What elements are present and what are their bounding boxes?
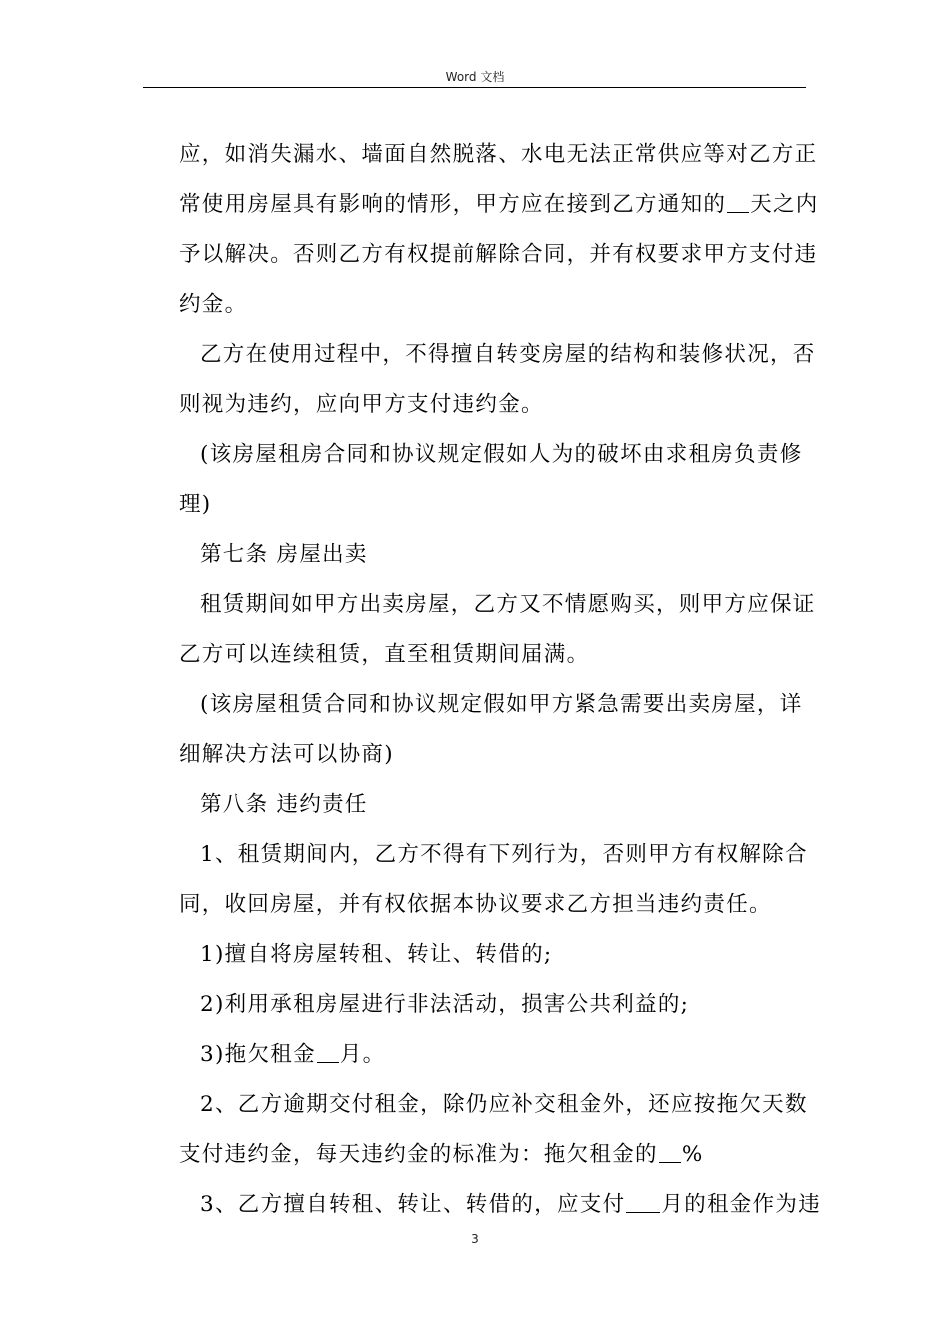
blank-underline <box>317 1042 339 1063</box>
list-item: 1)擅自将房屋转租、转让、转借的; <box>200 942 553 967</box>
paragraph-line: 应，如消失漏水、墙面自然脱落、水电无法正常供应等对乙方正 <box>179 142 818 167</box>
document-body <box>179 130 821 1230</box>
paragraph-line: 予以解决。否则乙方有权提前解除合同，并有权要求甲方支付违 <box>179 242 818 267</box>
paragraph-line: 租赁期间如甲方出卖房屋，乙方又不情愿购买，则甲方应保证 <box>200 592 816 617</box>
paragraph-line: 2、乙方逾期交付租金，除仍应补交租金外，还应按拖欠天数 <box>200 1092 808 1117</box>
header-divider <box>143 87 806 88</box>
paragraph-line: 细解决方法可以协商) <box>179 742 394 767</box>
paragraph-line: 3、乙方擅自转租、转让、转借的，应支付 月的租金作为违 <box>200 1192 821 1217</box>
page-number: 3 <box>471 1232 479 1246</box>
paragraph-line: 乙方可以连续租赁，直至租赁期间届满。 <box>179 642 590 667</box>
blank-underline <box>727 192 749 213</box>
paragraph-line: 理) <box>179 492 212 517</box>
blank-underline <box>626 1192 660 1213</box>
section-heading: 第八条 违约责任 <box>200 792 368 817</box>
paragraph-line: 1、租赁期间内，乙方不得有下列行为，否则甲方有权解除合 <box>200 842 808 867</box>
paragraph-line: (该房屋租房合同和协议规定假如人为的破坏由求租房负责修 <box>200 442 803 467</box>
paragraph-line: (该房屋租赁合同和协议规定假如甲方紧急需要出卖房屋，详 <box>200 692 803 717</box>
section-heading: 第七条 房屋出卖 <box>200 542 368 567</box>
list-item: 2)利用承租房屋进行非法活动，损害公共利益的; <box>200 992 690 1017</box>
paragraph-line: 则视为违约，应向甲方支付违约金。 <box>179 392 544 417</box>
list-item: 3)拖欠租金 月。 <box>200 1042 386 1067</box>
paragraph-line: 同，收回房屋，并有权依据本协议要求乙方担当违约责任。 <box>179 892 772 917</box>
paragraph-line: 乙方在使用过程中，不得擅自转变房屋的结构和装修状况，否 <box>200 342 816 367</box>
paragraph-line: 支付违约金，每天违约金的标准为：拖欠租金的 % <box>179 1142 704 1167</box>
blank-underline <box>659 1142 681 1163</box>
paragraph-line: 约金。 <box>179 292 248 317</box>
page-header: Word 文档 <box>445 70 505 84</box>
paragraph-line: 常使用房屋具有影响的情形，甲方应在接到乙方通知的 天之内 <box>179 192 819 217</box>
